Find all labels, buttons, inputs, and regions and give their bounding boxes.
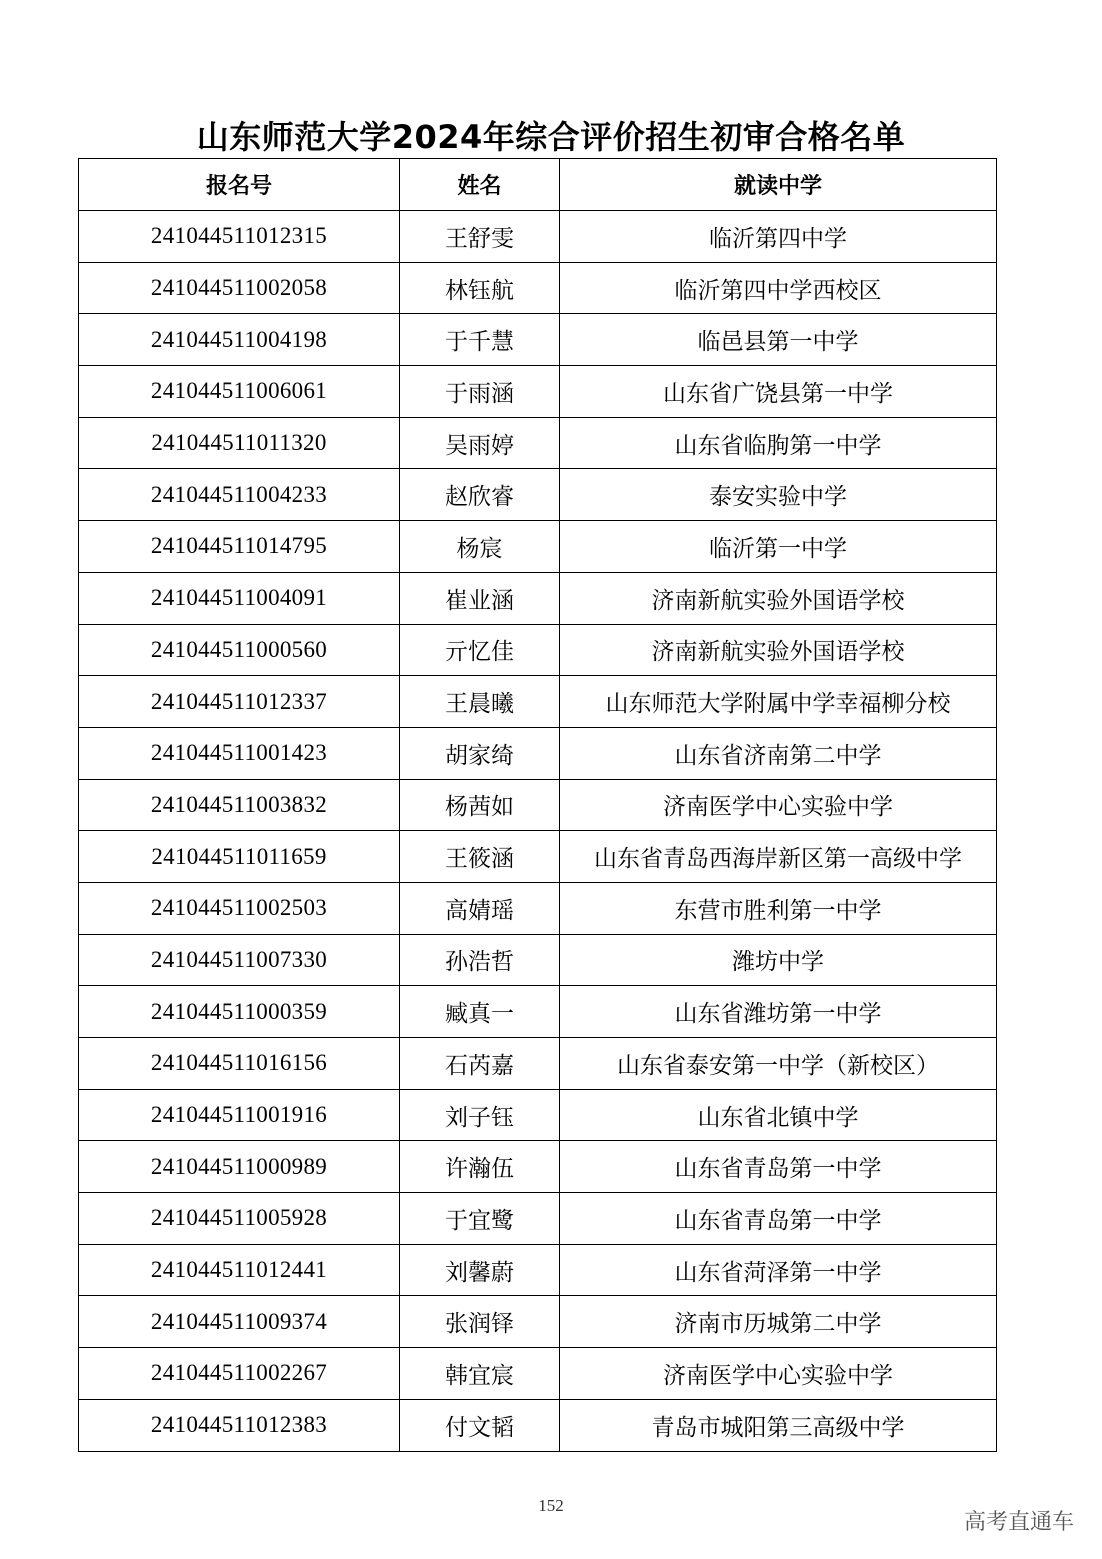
table-row (79, 1399, 997, 1451)
student-name-cell: 韩宜宸 (400, 1348, 560, 1400)
registration-number-cell: 241044511016156 (79, 1038, 400, 1090)
school-cell: 山东省青岛第一中学 (560, 1193, 997, 1245)
student-name-cell: 付文韬 (400, 1399, 560, 1451)
registration-number-cell: 241044511012337 (79, 676, 400, 728)
table-row (79, 1141, 997, 1193)
registration-number-cell: 241044511000560 (79, 624, 400, 676)
student-name-cell: 王筱涵 (400, 831, 560, 883)
student-name-cell: 臧真一 (400, 986, 560, 1038)
student-name-cell: 崔业涵 (400, 572, 560, 624)
header-name: 姓名 (400, 159, 560, 211)
student-name-cell: 于千慧 (400, 314, 560, 366)
registration-number-cell: 241044511002058 (79, 262, 400, 314)
school-cell: 山东省菏泽第一中学 (560, 1244, 997, 1296)
table-row (79, 1296, 997, 1348)
table-row (79, 1038, 997, 1090)
school-cell: 山东省济南第二中学 (560, 727, 997, 779)
school-cell: 山东省临朐第一中学 (560, 417, 997, 469)
registration-number-cell: 241044511007330 (79, 934, 400, 986)
table-row (79, 1089, 997, 1141)
student-name-cell: 孙浩哲 (400, 934, 560, 986)
school-cell: 济南医学中心实验中学 (560, 1348, 997, 1400)
student-name-cell: 刘馨蔚 (400, 1244, 560, 1296)
table-header-row (79, 159, 997, 211)
watermark-text: 高考直通车 (963, 1510, 1074, 1535)
page-number: 152 (538, 1496, 564, 1515)
student-name-cell: 赵欣睿 (400, 469, 560, 521)
registration-number-cell: 241044511003832 (79, 779, 400, 831)
student-name-cell: 刘子钰 (400, 1089, 560, 1141)
student-name-cell: 林钰航 (400, 262, 560, 314)
table-row (79, 1348, 997, 1400)
school-cell: 山东省青岛西海岸新区第一高级中学 (560, 831, 997, 883)
registration-number-cell: 241044511012315 (79, 211, 400, 263)
table-row (79, 934, 997, 986)
table-row (79, 1193, 997, 1245)
school-cell: 山东省北镇中学 (560, 1089, 997, 1141)
table-row (79, 882, 997, 934)
header-registration-number: 报名号 (79, 159, 400, 211)
student-name-cell: 胡家绮 (400, 727, 560, 779)
registration-number-cell: 241044511014795 (79, 521, 400, 573)
school-cell: 济南新航实验外国语学校 (560, 624, 997, 676)
table-row (79, 624, 997, 676)
table-row (79, 211, 997, 263)
school-cell: 泰安实验中学 (560, 469, 997, 521)
school-cell: 临沂第一中学 (560, 521, 997, 573)
table-row (79, 417, 997, 469)
table-row (79, 314, 997, 366)
student-name-cell: 于宜鹭 (400, 1193, 560, 1245)
student-name-cell: 亓忆佳 (400, 624, 560, 676)
registration-number-cell: 241044511009374 (79, 1296, 400, 1348)
student-name-cell: 许瀚伍 (400, 1141, 560, 1193)
registration-number-cell: 241044511002503 (79, 882, 400, 934)
school-cell: 山东师范大学附属中学幸福柳分校 (560, 676, 997, 728)
registration-number-cell: 241044511006061 (79, 366, 400, 418)
table-row (79, 521, 997, 573)
table-row (79, 831, 997, 883)
table-row (79, 986, 997, 1038)
school-cell: 临沂第四中学 (560, 211, 997, 263)
registration-number-cell: 241044511001423 (79, 727, 400, 779)
table-row (79, 262, 997, 314)
registration-number-cell: 241044511005928 (79, 1193, 400, 1245)
admission-list-table (78, 158, 997, 1452)
registration-number-cell: 241044511000359 (79, 986, 400, 1038)
school-cell: 青岛市城阳第三高级中学 (560, 1399, 997, 1451)
registration-number-cell: 241044511012383 (79, 1399, 400, 1451)
table-row (79, 572, 997, 624)
table-row (79, 727, 997, 779)
registration-number-cell: 241044511001916 (79, 1089, 400, 1141)
table-row (79, 1244, 997, 1296)
student-name-cell: 于雨涵 (400, 366, 560, 418)
student-name-cell: 吴雨婷 (400, 417, 560, 469)
registration-number-cell: 241044511002267 (79, 1348, 400, 1400)
student-name-cell: 石芮嘉 (400, 1038, 560, 1090)
registration-number-cell: 241044511011320 (79, 417, 400, 469)
student-name-cell: 张润铎 (400, 1296, 560, 1348)
school-cell: 山东省泰安第一中学（新校区） (560, 1038, 997, 1090)
student-name-cell: 杨茜如 (400, 779, 560, 831)
registration-number-cell: 241044511012441 (79, 1244, 400, 1296)
school-cell: 东营市胜利第一中学 (560, 882, 997, 934)
registration-number-cell: 241044511004198 (79, 314, 400, 366)
student-name-cell: 高婧瑶 (400, 882, 560, 934)
school-cell: 济南医学中心实验中学 (560, 779, 997, 831)
header-school: 就读中学 (560, 159, 997, 211)
school-cell: 临邑县第一中学 (560, 314, 997, 366)
table-row (79, 676, 997, 728)
school-cell: 临沂第四中学西校区 (560, 262, 997, 314)
school-cell: 潍坊中学 (560, 934, 997, 986)
table-row (79, 366, 997, 418)
registration-number-cell: 241044511000989 (79, 1141, 400, 1193)
school-cell: 济南市历城第二中学 (560, 1296, 997, 1348)
school-cell: 济南新航实验外国语学校 (560, 572, 997, 624)
registration-number-cell: 241044511004091 (79, 572, 400, 624)
student-name-cell: 王晨曦 (400, 676, 560, 728)
table-row (79, 779, 997, 831)
school-cell: 山东省潍坊第一中学 (560, 986, 997, 1038)
registration-number-cell: 241044511004233 (79, 469, 400, 521)
school-cell: 山东省广饶县第一中学 (560, 366, 997, 418)
school-cell: 山东省青岛第一中学 (560, 1141, 997, 1193)
table-row (79, 469, 997, 521)
student-name-cell: 杨宸 (400, 521, 560, 573)
student-name-cell: 王舒雯 (400, 211, 560, 263)
registration-number-cell: 241044511011659 (79, 831, 400, 883)
document-title: 山东师范大学2024年综合评价招生初审合格名单 (196, 118, 906, 156)
